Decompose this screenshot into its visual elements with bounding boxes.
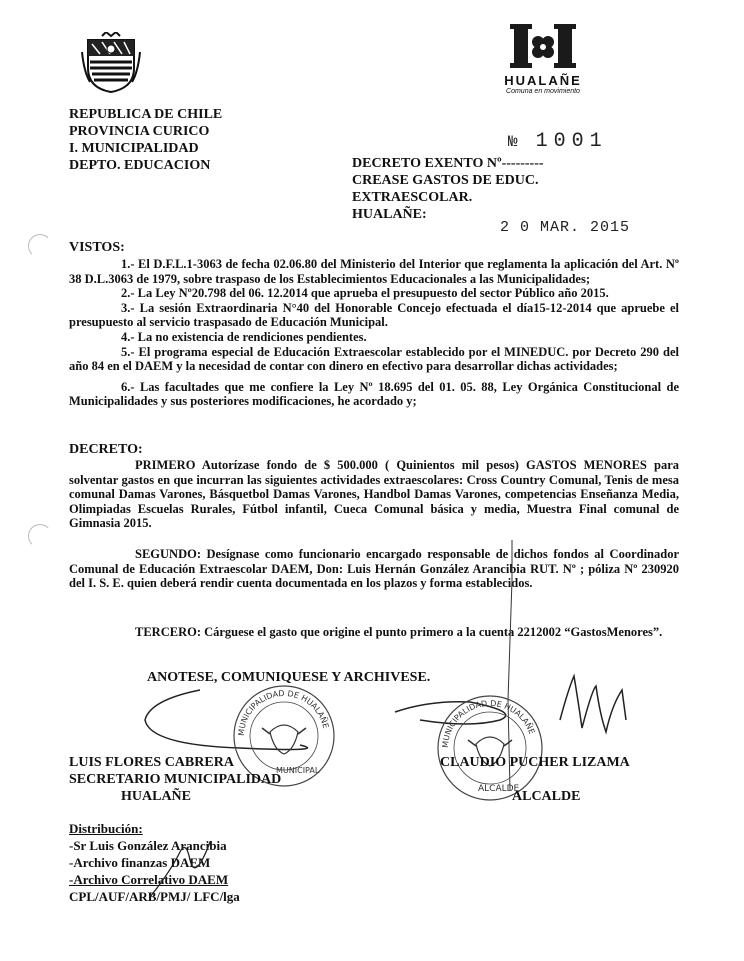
distribution-item: -Archivo finanzas DAEM	[69, 855, 211, 870]
logo-brand-text: HUALAÑE	[504, 73, 582, 88]
vistos-heading: VISTOS:	[69, 240, 125, 255]
signature-secretary	[69, 754, 281, 805]
distribution-item: CPL/AUF/ARB/PMJ/ LFC/lga	[69, 889, 240, 904]
vistos-item: 4.- La no existencia de rendiciones pendientes.	[121, 329, 367, 344]
seal-left-bottom-text: MUNICIPAL	[276, 766, 320, 775]
stamp-mark-icon: №	[508, 133, 518, 151]
svg-text:MUNICIPALIDAD DE HUALAÑE: MUNICIPALIDAD DE HUALAÑE	[440, 698, 537, 749]
mayor-name: CLAUDIO PUCHER LIZAMA	[440, 755, 630, 770]
tercero-paragraph: TERCERO: Cárguese el gasto que origine el punto primero a la cuenta 2212002 “GastosMenores”.	[135, 625, 663, 639]
issuer-line: PROVINCIA CURICO	[69, 124, 210, 139]
segundo-paragraph: SEGUNDO: Desígnase como funcionario encargado responsable de dichos fondos al Coordinador Comunal de Educación Extraescolar DAEM, Don: Luis Hernán González Arancibia RUT. Nº ; póliza Nº 230920 del I. S. E. quien deberá rendir cuenta documentada en los plazos y forma establecidos.	[69, 547, 679, 591]
vistos-item: 1.- El D.F.L.1-3063 de fecha 02.06.80 del Ministerio del Interior que reglamenta la aplicación del Art. Nº 38 D.L.3063 de 1979, sobre traspaso de los Establecimientos Educacionales a las Municipalidades;	[69, 257, 679, 286]
date-stamp: 2 0 MAR. 2015	[500, 219, 631, 236]
decree-number-stamp: № 1001	[508, 130, 608, 153]
vistos-item: 6.- Las facultades que me confiere la Ley Nº 18.695 del 01. 05. 88, Ley Orgánica Constitucional de Municipalidades y sus posteriores modificaciones, he acordado y;	[69, 379, 679, 409]
distribution-item: -Sr Luis González Arancibia	[69, 838, 227, 853]
distribution-item: -Archivo Correlativo DAEM	[69, 872, 229, 887]
secretary-name: LUIS FLORES CABRERA	[69, 755, 234, 770]
decreto-heading: DECRETO:	[69, 442, 143, 457]
issuer-line: DEPTO. EDUCACION	[69, 158, 211, 173]
secretary-title: SECRETARIO MUNICIPALIDAD	[69, 772, 282, 787]
vistos-item: 5.- El programa especial de Educación Extraescolar establecido por el MINEDUC. por Decreto 290 del año 84 en el DAEM y la necesidad de contar con dinero en efectivo para desarrollar dichas actividades;	[69, 344, 679, 374]
decree-title-line: DECRETO EXENTO Nº---------	[352, 156, 544, 171]
closing-line: ANOTESE, COMUNIQUESE Y ARCHIVESE.	[147, 670, 431, 685]
vistos-item: 2.- La Ley Nº20.798 del 06. 12.2014 que aprueba el presupuesto del sector Público año 2015.	[121, 286, 609, 301]
initials-scribble	[140, 832, 230, 902]
seal-right-bottom-text: ALCALDE	[478, 784, 520, 794]
vistos-item: 3.- La sesión Extraordinaria N°40 del Honorable Concejo efectuada el día15-12-2014 que apruebe el presupuesto al servicio traspasado de Educación Municipal.	[69, 300, 679, 330]
mayor-title: ALCALDE	[512, 789, 581, 804]
logo-tagline: Comuna en movimiento	[506, 88, 580, 95]
issuer-line: I. MUNICIPALIDAD	[69, 141, 199, 156]
decree-title-line: CREASE GASTOS DE EDUC.	[352, 173, 539, 188]
secretary-place: HUALAÑE	[121, 789, 192, 804]
distribution-heading: Distribución:	[69, 821, 143, 836]
decree-title-line: HUALAÑE:	[352, 207, 427, 222]
decree-title-line: EXTRAESCOLAR.	[352, 190, 473, 205]
primero-paragraph: PRIMERO Autorízase fondo de $ 500.000 ( Quinientos mil pesos) GASTOS MENORES para solventar gastos en que incurran las siguientes actividades extraescolares: Cross Country Comunal, Tenis de mesa comunal Damas Varones, Básquetbol Damas Varones, Handbol Damas Varones, competencias Enseñanza Media, Olimpiadas Escuelas Rurales, Fútbol infantil, Cueca Comunal básica y media, Muestra Final comunal de Gimnasia 2015.	[69, 458, 679, 531]
svg-text:MUNICIPALIDAD DE HUALAÑE: MUNICIPALIDAD DE HUALAÑE	[236, 688, 331, 737]
issuer-line: REPUBLICA DE CHILE	[69, 107, 223, 122]
signature-mayor	[440, 754, 630, 805]
